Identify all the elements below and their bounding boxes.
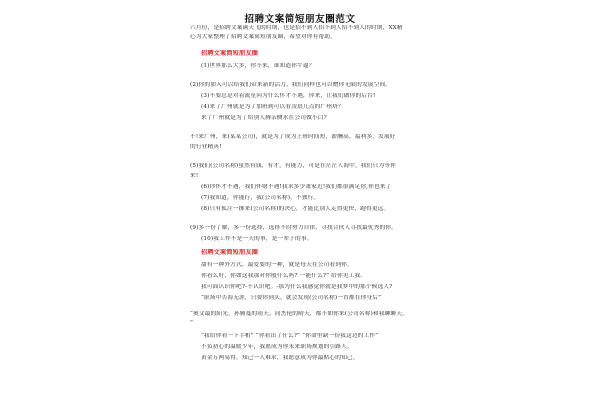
paragraph-line: 甜有一种外方式，最爱要的一种，就是每天在公司看到你。 (201, 262, 353, 268)
section-heading: 招聘文案简短朋友圈 (201, 50, 259, 57)
paragraph-line: 黄金万两易得，知己一人难求，我愿意成为你最贴心的知己。 (201, 355, 359, 361)
paragraph-line: “职场中否海无涯，只要你到头，就会发现(公司名称)一直都在你身后” (201, 295, 382, 301)
paragraph-line: (8)只有孤注一掷来(公司名称)的决心，才能比别人走得更快，跑得更远。 (201, 206, 390, 212)
paragraph-line: 的行业精英! (190, 144, 222, 150)
paragraph-line: 不!来广州，来(某某公司)，就是为了成为上班时间短，薪酬高，福利多，发展好 (190, 134, 396, 140)
intro-line: 六月份，是招聘文案满天飞的时期，也是招不到人招不到人招不到人的时期，XX精 (190, 25, 403, 31)
section-heading: 招聘文案简短朋友圈 (201, 249, 259, 256)
paragraph-line: (5)我们(公司名称)虽然有钱，有才，有能力，可是在茫茫人海中，我们只为等你 (190, 163, 396, 169)
paragraph-line: 不负初心的温暖少年，我愿成为你未来职场规划的引路人。 (201, 344, 353, 350)
document-title: 招聘文案简短朋友圈范文 (244, 14, 356, 25)
paragraph-line: 我可面认识你吧?-不认识吧。-那为什么我感觉你就是我梦中的那个候选人? (201, 284, 393, 290)
paragraph-line: 来了广州就是为了给别人腾亲侧水在公司做小白? (201, 115, 327, 121)
paragraph-line: (4)来了广州就是为了加班到可以看凌晨几点的广州塔？ (201, 104, 344, 110)
paragraph-line: (2)你的加入可以给我们带来新的活力，我们同样也可以赠你无限的发展空间。 (190, 82, 392, 88)
paragraph-line: 来! (190, 173, 199, 179)
paragraph-line: (1)世界那么大多，你不来，谁知道你牛逼？ (201, 63, 315, 69)
paragraph-line: “奥文最的阳光，孙腾蔓的雨天，同杰伦的晴天，都不如你来(公司名称)和我聊聊天。 (190, 311, 408, 317)
paragraph-line: ” (190, 320, 194, 326)
paragraph-line: “我给你看一下手相” “你看出了什么?” “你命里缺一份我这边的工作” (201, 333, 379, 339)
paragraph-line: (6)你怀才不遇，我们怀财不遇!我求多少萧家近!我们都很满足你,你也来了 (201, 184, 392, 190)
paragraph-line: (9)多一份了解，多一份选择，选择不时努力自律，寻找合伙人寻找最优秀的你。 (190, 225, 397, 231)
paragraph-line: 你看么好，你如这我那对你般什么吗? 一能什么?” 给你见工我。 (201, 273, 367, 279)
intro-line: 心为大家整理了招聘文案简短朋友圈，希望对你有帮助。 (190, 34, 336, 40)
paragraph-line: (3)不要总是对着流星问为什么怀才不遇，你来，让我们做你的后台! (201, 93, 376, 99)
paragraph-line: (7)我知道，你能行，我(公司名称)，不独行。 (201, 195, 320, 201)
paragraph-line: (10)我工作不是一天的事，是一辈子的事。 (201, 236, 313, 242)
